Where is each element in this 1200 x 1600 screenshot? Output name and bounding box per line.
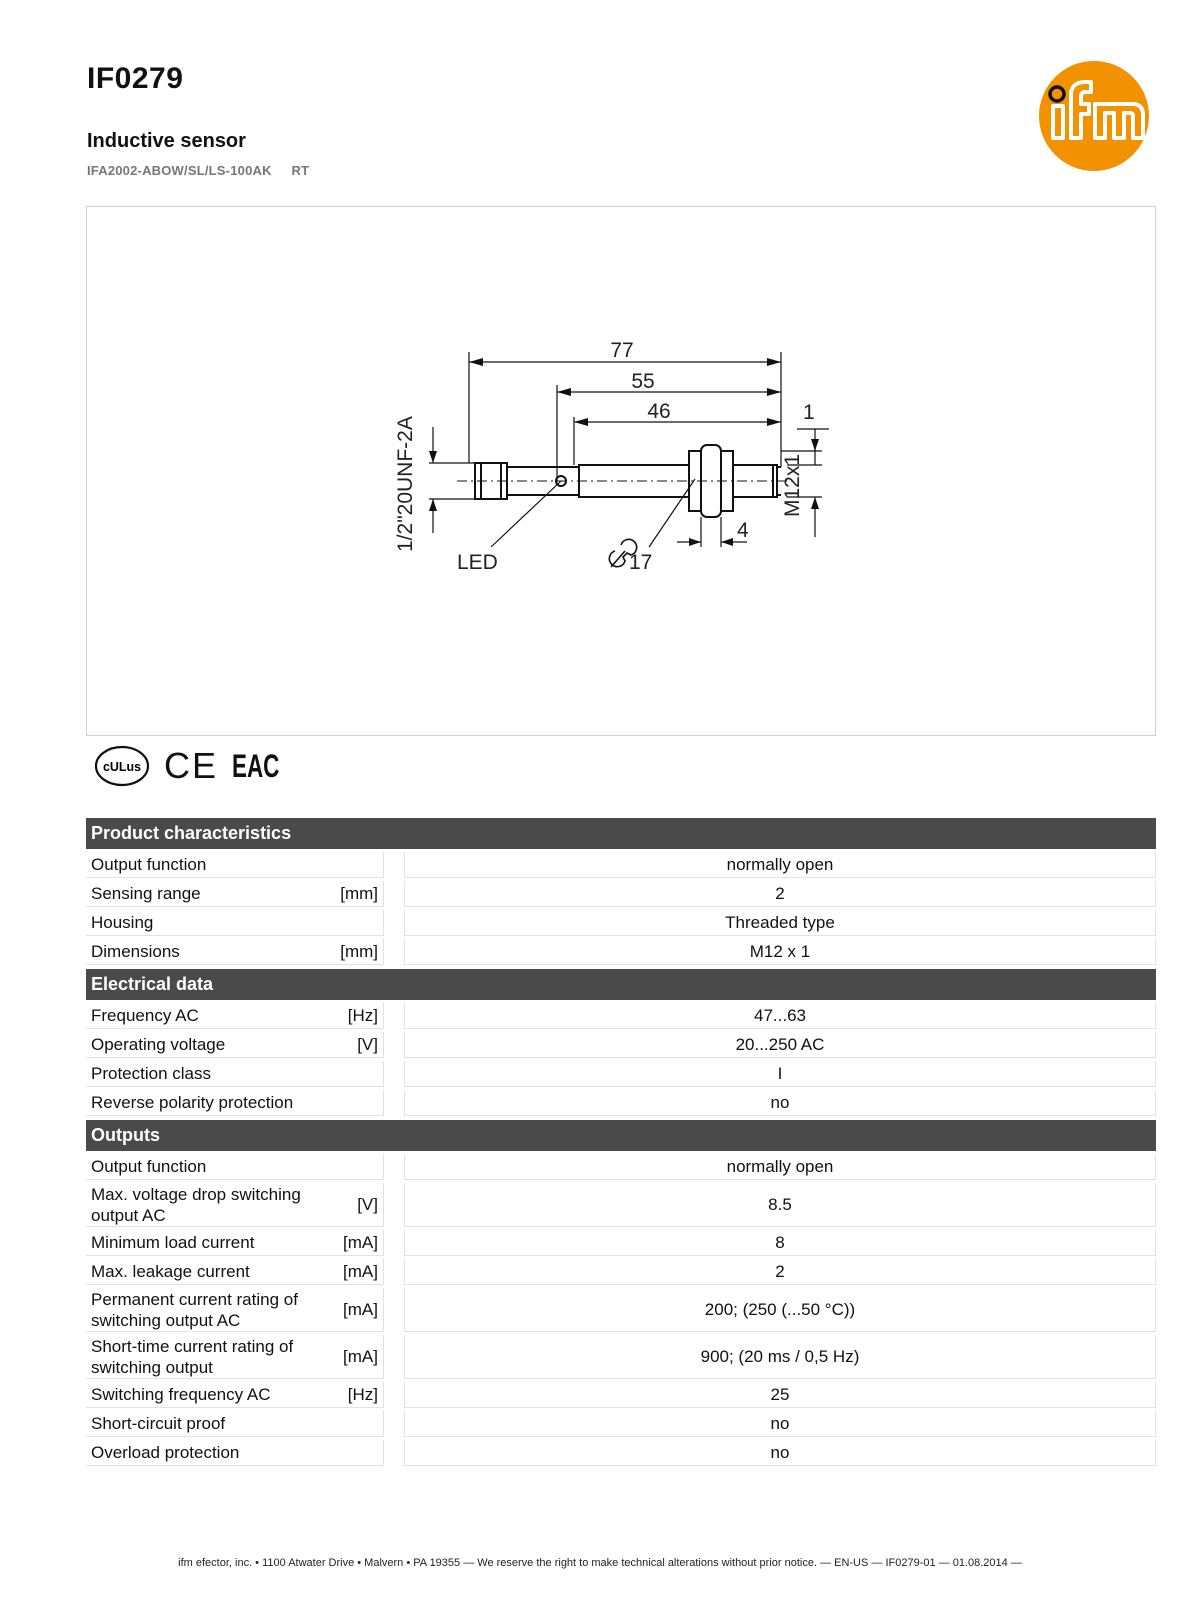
thread-left-label: 1/2"20UNF-2A (394, 416, 417, 552)
thread-right-label: M12x1 (781, 453, 804, 517)
product-title: IF0279 (87, 62, 184, 95)
order-code (87, 163, 325, 178)
spec-label-cell (86, 910, 384, 936)
eac-mark: EAC (232, 748, 280, 784)
spec-label-cell (86, 1440, 384, 1466)
spec-row (86, 1183, 1156, 1227)
spec-value: 2 (404, 881, 1156, 907)
spec-row (86, 1440, 1156, 1466)
specification-table (86, 818, 1156, 1466)
spec-label: Protection class (91, 1064, 211, 1083)
spec-value: 200; (250 (...50 °C)) (404, 1288, 1156, 1332)
spec-value: normally open (404, 852, 1156, 878)
spec-row (86, 1003, 1156, 1029)
spec-label-cell (86, 881, 384, 907)
certification-marks (94, 743, 300, 789)
spec-label-cell (86, 1382, 384, 1408)
spec-label: Output function (91, 855, 207, 874)
dimension-46: 46 (647, 400, 671, 423)
spec-label: Max. leakage current (91, 1262, 250, 1281)
spec-row (86, 1032, 1156, 1058)
spec-unit: [mA] (343, 1233, 378, 1252)
spec-row (86, 852, 1156, 878)
spec-value: no (404, 1090, 1156, 1116)
spec-label: Output function (91, 1157, 207, 1176)
spec-row (86, 1382, 1156, 1408)
spec-label: Housing (91, 913, 154, 932)
ce-mark: CE (164, 745, 219, 786)
spec-label: Minimum load current (91, 1233, 255, 1252)
spec-label-cell (86, 1259, 384, 1285)
spec-label-cell (86, 1061, 384, 1087)
dimension-17: 17 (629, 551, 653, 574)
spec-label: Sensing range (91, 884, 201, 903)
spec-unit: [V] (357, 1195, 378, 1214)
spec-value: 8 (404, 1230, 1156, 1256)
spec-label: Dimensions (91, 942, 180, 961)
spec-unit: [mm] (340, 942, 378, 961)
section-header: Product characteristics (86, 818, 1156, 849)
dimension-77: 77 (610, 339, 634, 362)
spec-value: 900; (20 ms / 0,5 Hz) (404, 1335, 1156, 1379)
spec-label-cell (86, 1032, 384, 1058)
spec-label-cell (86, 1090, 384, 1116)
led-label: LED (457, 551, 498, 574)
spec-unit: [mA] (343, 1347, 378, 1366)
spec-row (86, 1154, 1156, 1180)
spec-row (86, 1335, 1156, 1379)
spec-unit: [mm] (340, 884, 378, 903)
spec-unit: [Hz] (347, 1385, 378, 1404)
spec-value: 8.5 (404, 1183, 1156, 1227)
spec-label-cell (86, 1183, 384, 1227)
spec-label-cell (86, 939, 384, 965)
dimension-55: 55 (631, 370, 655, 393)
order-code-suffix: RT (291, 163, 310, 178)
spec-row (86, 881, 1156, 907)
spec-label: Max. voltage drop switching output AC (91, 1184, 301, 1225)
spec-row (86, 939, 1156, 965)
spec-value: 2 (404, 1259, 1156, 1285)
section-header: Electrical data (86, 969, 1156, 1000)
spec-label: Permanent current rating of switching output AC (91, 1289, 298, 1330)
spec-row (86, 1090, 1156, 1116)
ifm-logo (1035, 60, 1153, 172)
spec-label: Reverse polarity protection (91, 1093, 294, 1112)
spec-unit: [mA] (343, 1262, 378, 1281)
spec-unit: [V] (357, 1035, 378, 1054)
spec-row (86, 1230, 1156, 1256)
spec-value: I (404, 1061, 1156, 1087)
spec-row (86, 1061, 1156, 1087)
dimension-1: 1 (803, 401, 815, 424)
spec-row (86, 1288, 1156, 1332)
dimension-4: 4 (737, 519, 749, 542)
spec-label-cell (86, 852, 384, 878)
spec-value: normally open (404, 1154, 1156, 1180)
spec-label-cell (86, 1230, 384, 1256)
spec-value: 25 (404, 1382, 1156, 1408)
spec-label-cell (86, 1411, 384, 1437)
spec-label: Operating voltage (91, 1035, 226, 1054)
spec-label: Overload protection (91, 1443, 240, 1462)
ifm-logo-text: ifm (1035, 60, 1037, 61)
spec-label: Short-circuit proof (91, 1414, 226, 1433)
spec-value: M12 x 1 (404, 939, 1156, 965)
spec-value: Threaded type (404, 910, 1156, 936)
dimension-drawing (86, 206, 1156, 736)
footer-text: ifm efector, inc. • 1100 Atwater Drive • Malvern • PA 19355 — We reserve the right to make technical alterations without prior notice. — EN-US — IF0279-01 — 01.08.2014 — (178, 1557, 1022, 1569)
product-subtitle: Inductive sensor (87, 130, 246, 152)
order-code-main: IFA2002-ABOW/SL/LS-100AK (87, 163, 272, 178)
spec-label-cell (86, 1288, 384, 1332)
footer (0, 1557, 1200, 1569)
spec-row (86, 910, 1156, 936)
spec-value: 20...250 AC (404, 1032, 1156, 1058)
spec-label: Switching frequency AC (91, 1385, 271, 1404)
spec-label: Frequency AC (91, 1006, 199, 1025)
spec-row (86, 1259, 1156, 1285)
spec-row (86, 1411, 1156, 1437)
spec-label-cell (86, 1003, 384, 1029)
spec-value: no (404, 1411, 1156, 1437)
section-header: Outputs (86, 1120, 1156, 1151)
culus-mark-icon (94, 744, 150, 788)
spec-label: Short-time current rating of switching output (91, 1336, 294, 1377)
spec-value: 47...63 (404, 1003, 1156, 1029)
spec-unit: [Hz] (347, 1006, 378, 1025)
spec-unit: [mA] (343, 1300, 378, 1319)
spec-label-cell (86, 1154, 384, 1180)
spec-value: no (404, 1440, 1156, 1466)
cert-culus: cULus (103, 759, 141, 774)
spec-label-cell (86, 1335, 384, 1379)
